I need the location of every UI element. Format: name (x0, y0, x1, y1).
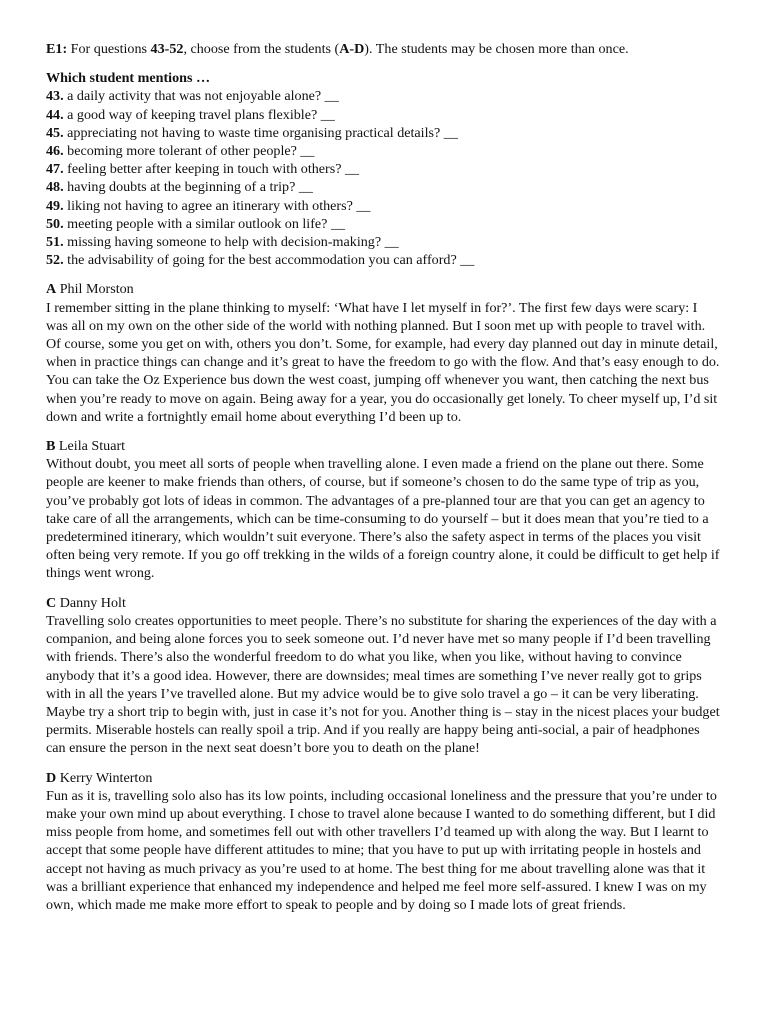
instruction-text-3: ). The students may be chosen more than once. (364, 41, 629, 57)
student-section-d (46, 769, 722, 915)
student-text: Fun as it is, travelling solo also has its low points, including occasional loneliness and the pressure that you’re under to make your own mind up about everything. I chose to travel alone because I wanted to do something different, but I did miss people from home, and sometimes fell out with other travellers I’d teamed up with along the way. But I learnt to accept that some people have different attitudes to mine; that you have to put up with irritating people in hostels and accept not having as much privacy as you’re used to at home. The best thing for me about travelling alone was that it was a brilliant experience that enhanced my independence and helped me feel more self-assured. I knew I was on my own, which made me make more effort to speak to people and by doing so I made lots of great friends. (46, 787, 717, 913)
question-item (46, 215, 722, 233)
question-text: becoming more tolerant of other people? __ (63, 143, 315, 160)
question-text: feeling better after keeping in touch with others? __ (63, 161, 360, 178)
exercise-label: E1: (46, 41, 68, 57)
question-text: meeting people with a similar outlook on life? __ (63, 215, 346, 232)
question-number: 50. (46, 215, 64, 232)
question-number: 52. (46, 252, 64, 269)
question-item (46, 178, 722, 196)
question-text: a daily activity that was not enjoyable alone? __ (63, 88, 339, 105)
question-number: 49. (46, 197, 64, 214)
question-number: 46. (46, 143, 64, 160)
question-text: appreciating not having to waste time organising practical details? __ (63, 124, 458, 141)
question-item (46, 197, 722, 215)
question-list (46, 87, 722, 269)
question-text: liking not having to agree an itinerary with others? __ (63, 197, 371, 214)
student-name: Leila Stuart (55, 438, 126, 455)
question-item (46, 142, 722, 160)
instructions (46, 40, 722, 58)
question-item (46, 160, 722, 178)
question-item (46, 124, 722, 142)
student-letter: D (46, 769, 57, 786)
student-heading (46, 280, 722, 298)
question-number: 44. (46, 106, 64, 123)
question-text: having doubts at the beginning of a trip? __ (63, 179, 313, 196)
instruction-text-1: For questions (67, 41, 151, 57)
question-number: 48. (46, 179, 64, 196)
choice-range: A-D (339, 41, 365, 57)
question-text: a good way of keeping travel plans flexible? __ (63, 106, 335, 123)
instruction-text-2: , choose from the students ( (183, 41, 340, 57)
student-section-a (46, 280, 722, 426)
student-name: Kerry Winterton (56, 769, 153, 786)
question-item (46, 233, 722, 251)
student-text: Without doubt, you meet all sorts of people when travelling alone. I even made a friend on the plane out there. Some people are keener to make friends than others, of course, but if someone’s chosen to do the same type of trip as you, you’ve probably got lots of ideas in common. The advantages of a pre-planned tour are that you can get an agency to take care of all the arrangements, which can be time-consuming to do yourself – but it does mean that you’re tied to a predetermined itinerary, which wouldn’t suit everyone. There’s also the safety aspect in terms of the places you visit often being very remote. If you go off trekking in the wilds of a foreign country alone, it could be difficult to get help if things went wrong. (46, 456, 720, 582)
question-item (46, 251, 722, 269)
student-section-b (46, 437, 722, 583)
student-section-c (46, 594, 722, 758)
question-number: 51. (46, 234, 64, 251)
questions-heading: Which student mentions … (46, 70, 211, 87)
student-name: Danny Holt (56, 594, 126, 611)
question-text: missing having someone to help with decision-making? __ (63, 234, 399, 251)
student-text: I remember sitting in the plane thinking to myself: ‘What have I let myself in for?’. The first few days were scary: I was all on my own on the other side of the world with nothing planned. But I soon met up with people to travel with. Of course, some you get on with, others you don’t. Some, for example, had every day planned out day in minute detail, when in practice things can change and it’s great to have the freedom to go with the flow. And that’s easy enough to do. You can take the Oz Experience bus down the west coast, jumping off whenever you want, then catching the next bus when you’re ready to move on again. Being away for a year, you do occasionally get lonely. To cheer myself up, I’d sit down and write a fortnightly email home about everything I’d been up to. (46, 299, 720, 425)
student-heading (46, 769, 722, 787)
student-heading (46, 437, 722, 455)
student-letter: C (46, 594, 57, 611)
student-heading (46, 594, 722, 612)
question-item (46, 87, 722, 105)
question-number: 45. (46, 124, 64, 141)
student-letter: A (46, 281, 57, 298)
question-item (46, 106, 722, 124)
question-number: 43. (46, 88, 64, 105)
student-name: Phil Morston (56, 281, 134, 298)
student-text: Travelling solo creates opportunities to meet people. There’s no substitute for sharing the experiences of the day with a companion, and being alone forces you to seek someone out. I’d never have met so many people if I’d been travelling with friends. There’s also the wonderful freedom to do what you like, when you like, without having to convince anybody that it’s a good idea. However, there are downsides; meal times are something I’ve never really got to grips with in all the years I’ve travelled alone. But my advice would be to give solo travel a go – it can be very liberating. Maybe try a short trip to begin with, just in case it’s not for you. Another thing is – stay in the nicest places your budget permits. Miserable hostels can really spoil a trip. And if you really are happy being anti-social, a pair of headphones can ensure the person in the next seat doesn’t bore you to death on the plane! (46, 612, 720, 757)
question-number: 47. (46, 161, 64, 178)
question-range: 43-52 (150, 41, 184, 57)
student-letter: B (46, 438, 56, 455)
question-text: the advisability of going for the best accommodation you can afford? __ (63, 252, 475, 269)
